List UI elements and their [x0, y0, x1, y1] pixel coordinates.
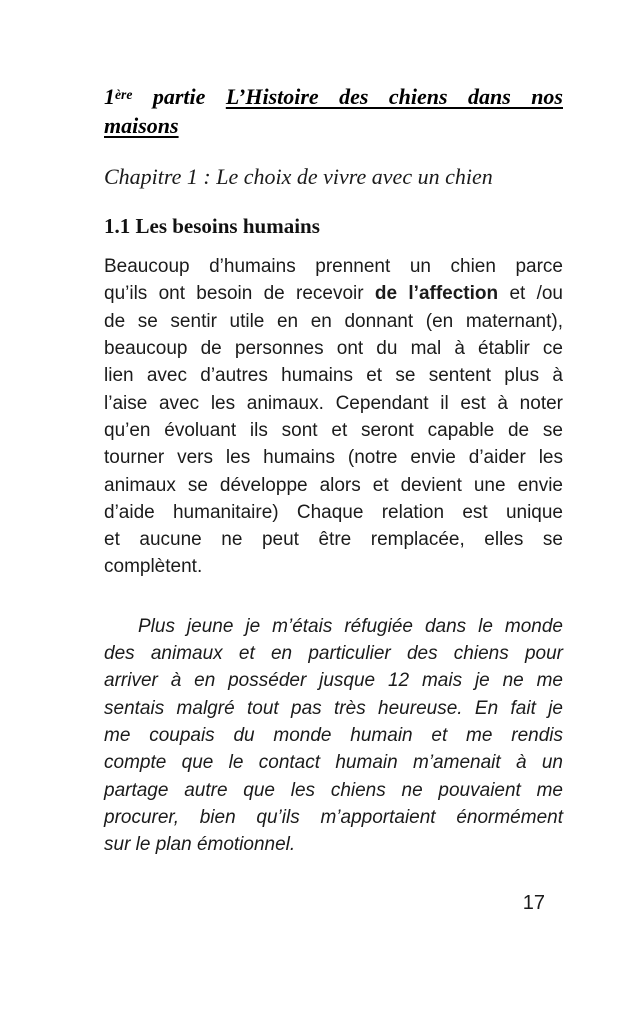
quote-line: me coupais du monde humain et me rendis	[104, 724, 563, 746]
body-line: d’aide humanitaire) Chaque relation est unique	[104, 501, 563, 523]
body-line: tourner vers les humains (notre envie d’aider les	[104, 447, 563, 469]
body-line	[104, 280, 563, 307]
chapter-heading: Chapitre 1 : Le choix de vivre avec un chien	[104, 164, 493, 190]
body-line: complètent.	[104, 556, 203, 578]
quote-line: des animaux et en particulier des chiens pour	[104, 643, 563, 665]
bold-phrase: de l’affection	[374, 283, 499, 305]
quote-line: sentais malgré tout pas très heureuse. En fait je	[104, 697, 563, 719]
quote-line: compte que le contact humain m’amenait à un	[104, 752, 563, 774]
body-line-text: et /ou	[498, 283, 563, 305]
quote-line: arriver à en posséder jusque 12 mais je ne me	[104, 670, 563, 692]
section-heading: 1.1 Les besoins humains	[104, 214, 320, 239]
body-line: lien avec d’autres humains et se sentent plus à	[104, 365, 563, 387]
body-line: Beaucoup d’humains prennent un chien parce	[104, 256, 563, 278]
quote-paragraph	[104, 613, 563, 859]
quote-line: partage autre que les chiens ne pouvaient me	[104, 779, 563, 801]
part-number: 1	[104, 84, 115, 110]
part-title-line-1	[104, 80, 563, 111]
quote-line: Plus jeune je m’étais réfugiée dans le monde	[138, 615, 563, 637]
part-ordinal-suffix: ère	[115, 87, 133, 102]
body-line: de se sentir utile en en donnant (en maternant),	[104, 310, 563, 332]
part-label: partie	[132, 84, 226, 110]
body-line: animaux se développe alors et devient une envie	[104, 474, 563, 496]
body-line: qu’en évoluant ils sont et seront capable de se	[104, 419, 563, 441]
body-line: l’aise avec les animaux. Cependant il est à noter	[104, 392, 563, 414]
body-line-text: qu’ils ont besoin de recevoir	[104, 283, 375, 305]
quote-line: procurer, bien qu’ils m’apportaient énormément	[104, 806, 563, 828]
body-line: beaucoup de personnes ont du mal à établir ce	[104, 338, 563, 360]
page-number: 17	[522, 892, 545, 915]
body-line: et aucune ne peut être remplacée, elles se	[104, 529, 563, 551]
body-paragraph	[104, 253, 563, 581]
part-title-underlined-text: L’Histoire des chiens dans nos	[225, 84, 563, 110]
quote-line: sur le plan émotionnel.	[104, 834, 296, 856]
part-title-underlined-text: maisons	[104, 113, 179, 139]
part-title	[104, 80, 563, 140]
part-title-line-2	[104, 111, 563, 140]
